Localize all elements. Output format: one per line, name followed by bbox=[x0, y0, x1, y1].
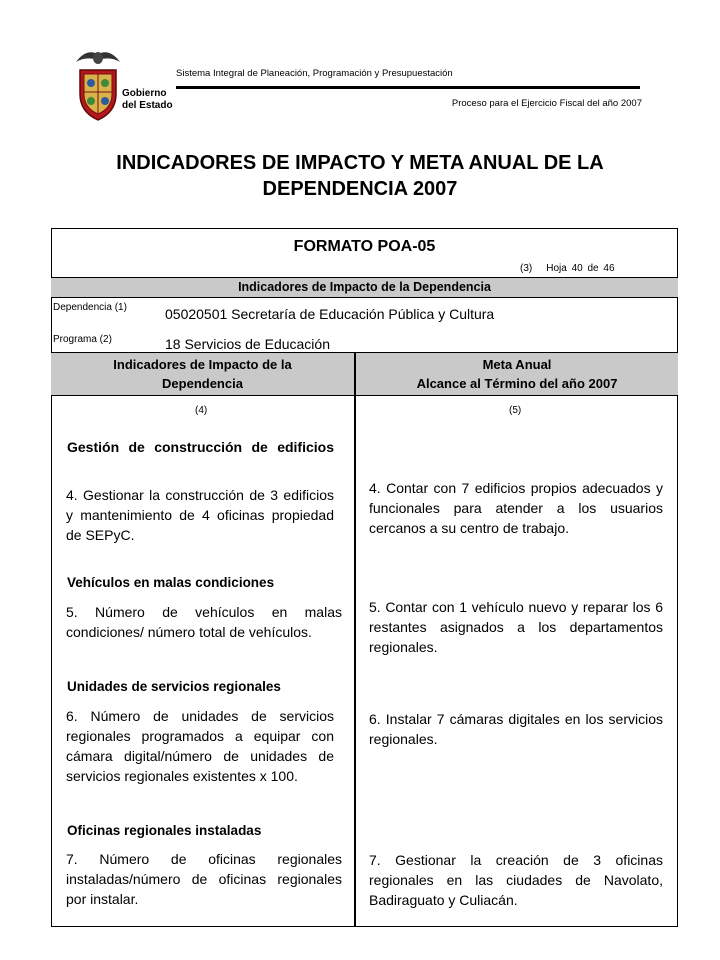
row-goal: 7. Gestionar la creación de 3 oficinas regionales en las ciudades de Navolato, Badiraguato y Culiacán. bbox=[369, 852, 663, 908]
row-goal: 5. Contar con 1 vehículo nuevo y reparar los 6 restantes asignados a los departamentos regionales. bbox=[369, 599, 663, 655]
government-label: Gobierno del Estado bbox=[122, 88, 173, 111]
dependencia-label: Dependencia (1) bbox=[53, 302, 127, 313]
programa-value: 18 Servicios de Educación bbox=[165, 336, 330, 352]
system-name: Sistema Integral de Planeación, Programación y Presupuestación bbox=[176, 68, 453, 79]
left-column-number: (4) bbox=[195, 405, 208, 416]
column-header-band bbox=[51, 352, 678, 396]
page-title: INDICADORES DE IMPACTO Y META ANUAL DE LA DEPENDENCIA 2007 bbox=[116, 152, 604, 200]
header-rule bbox=[176, 86, 640, 89]
state-seal-icon bbox=[72, 44, 124, 122]
left-column-header: Indicadores de Impacto de la Dependencia bbox=[113, 357, 292, 391]
row-indicator: 4. Gestionar la construcción de 3 edificios y mantenimiento de 4 oficinas propiedad de SEPyC. bbox=[66, 487, 334, 543]
right-column-number: (5) bbox=[509, 405, 522, 416]
right-column-header: Meta Anual Alcance al Término del año 2007 bbox=[416, 357, 618, 391]
programa-label: Programa (2) bbox=[53, 334, 112, 345]
row-heading: Vehículos en malas condiciones bbox=[67, 575, 275, 590]
row-heading: Gestión de construcción de edificios bbox=[67, 439, 334, 455]
row-goal: 6. Instalar 7 cámaras digitales en los servicios regionales. bbox=[369, 711, 663, 747]
row-goal: 4. Contar con 7 edificios propios adecuados y funcionales para atender a los usuarios cercanos a su centro de trabajo. bbox=[369, 480, 663, 536]
row-indicator: 5. Número de vehículos en malas condiciones/ número total de vehículos. bbox=[66, 604, 342, 640]
process-label: Proceso para el Ejercicio Fiscal del año 2007 bbox=[451, 98, 642, 109]
impact-band-title: Indicadores de Impacto de la Dependencia bbox=[51, 277, 678, 298]
form-name: FORMATO POA-05 bbox=[293, 238, 436, 255]
column-divider bbox=[354, 352, 356, 927]
sheet-indicator: (3) Hoja 40 de 46 bbox=[520, 263, 615, 274]
row-indicator: 6. Número de unidades de servicios regionales programados a equipar con cámara digital/número de unidades de servicios regionales existentes x 100. bbox=[66, 708, 334, 784]
row-heading: Oficinas regionales instaladas bbox=[67, 823, 262, 838]
row-heading: Unidades de servicios regionales bbox=[67, 679, 281, 694]
dependencia-value: 05020501 Secretaría de Educación Pública y Cultura bbox=[165, 306, 495, 322]
row-indicator: 7. Número de oficinas regionales instaladas/número de oficinas regionales por instalar. bbox=[66, 851, 342, 907]
